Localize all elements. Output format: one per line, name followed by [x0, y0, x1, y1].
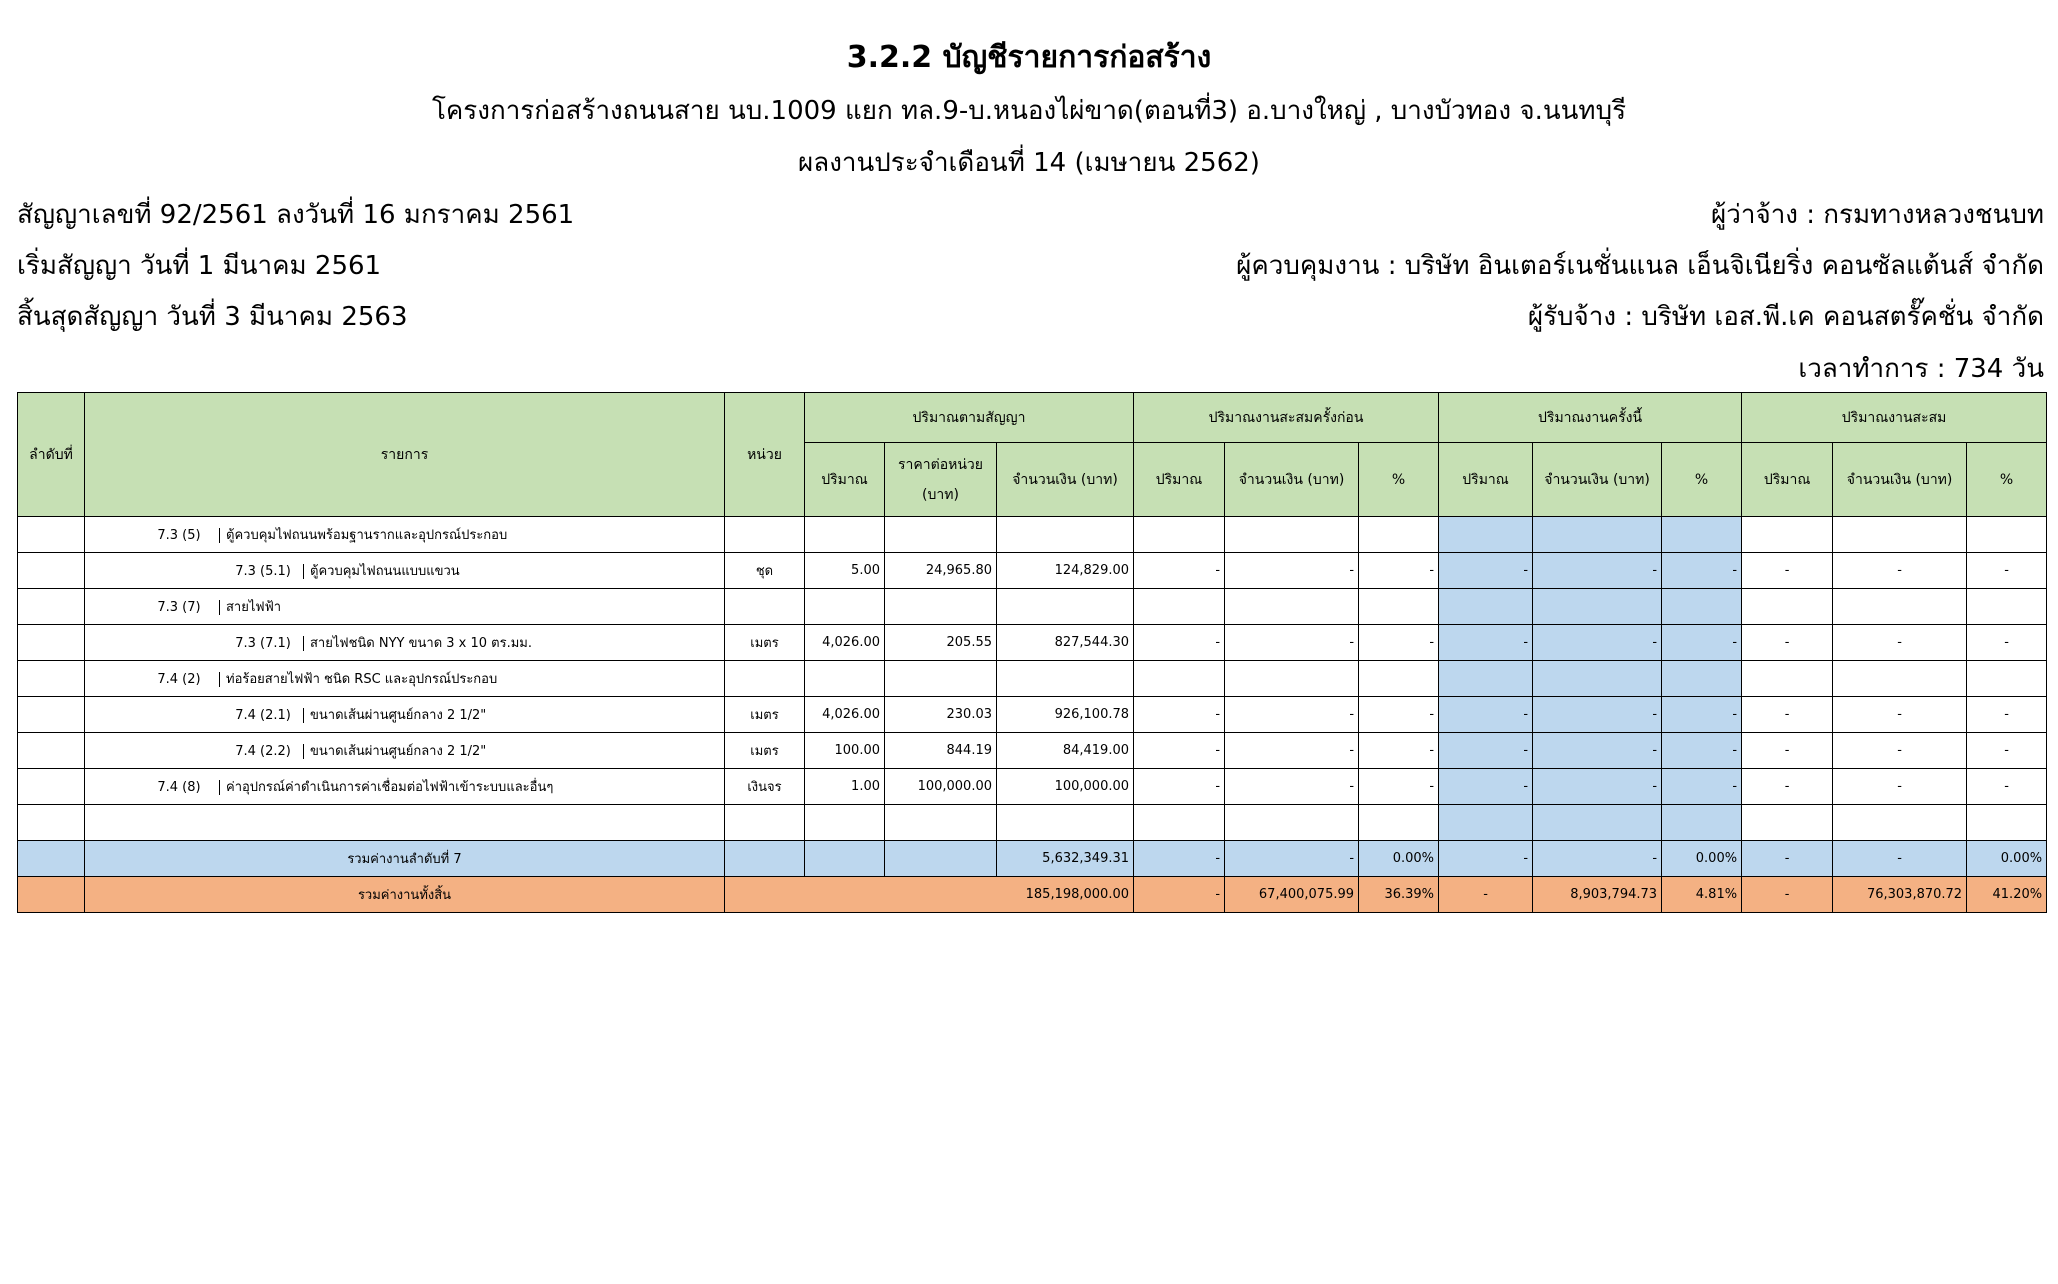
- row-description: [85, 589, 725, 625]
- item-code: 7.4 (8): [145, 780, 220, 795]
- prev-qty: [1134, 589, 1225, 625]
- prev-qty: -: [1134, 697, 1225, 733]
- subtotal-c1: -: [1439, 841, 1533, 877]
- cum-qty: -: [1742, 625, 1833, 661]
- bill-of-quantities-table: [17, 392, 2047, 913]
- current-amount: -: [1533, 625, 1662, 661]
- current-percent: -: [1662, 733, 1742, 769]
- prev-amount: [1225, 805, 1359, 841]
- prev-amount: -: [1225, 733, 1359, 769]
- header-unit: หน่วย: [725, 393, 805, 517]
- row-amount: [997, 589, 1134, 625]
- grand-amount: 185,198,000.00: [725, 877, 1134, 913]
- header-percent: %: [1967, 443, 2047, 517]
- current-percent: -: [1662, 697, 1742, 733]
- current-amount: [1533, 805, 1662, 841]
- work-duration: เวลาทำการ : 734 วัน: [1798, 354, 2044, 384]
- subtotal-qty: [805, 841, 885, 877]
- table-row: [18, 805, 2047, 841]
- row-unit-price: [885, 517, 997, 553]
- header-prev: ปริมาณงานสะสมครั้งก่อน: [1134, 393, 1439, 443]
- cum-amount: [1833, 589, 1967, 625]
- header-amount: จำนวนเงิน (บาท): [1225, 443, 1359, 517]
- prev-percent: -: [1359, 625, 1439, 661]
- subtotal-row: [18, 841, 2047, 877]
- unit-price-sub: (บาท): [922, 486, 959, 503]
- row-unit-price: [885, 805, 997, 841]
- grand-s3: 41.20%: [1967, 877, 2047, 913]
- cum-amount: -: [1833, 769, 1967, 805]
- row-unit: เมตร: [725, 733, 805, 769]
- cum-percent: -: [1967, 697, 2047, 733]
- row-unit-price: 24,965.80: [885, 553, 997, 589]
- prev-qty: [1134, 805, 1225, 841]
- prev-amount: -: [1225, 769, 1359, 805]
- cum-amount: [1833, 805, 1967, 841]
- current-qty: [1439, 661, 1533, 697]
- row-qty: [805, 589, 885, 625]
- header-amount: จำนวนเงิน (บาท): [1533, 443, 1662, 517]
- row-no: [18, 697, 85, 733]
- report-period: ผลงานประจำเดือนที่ 14 (เมษายน 2562): [798, 148, 1260, 178]
- item-text: สายไฟฟ้า: [226, 600, 282, 615]
- row-amount: [997, 517, 1134, 553]
- item-text: ขนาดเส้นผ่านศูนย์กลาง 2 1/2": [310, 744, 487, 759]
- item-code: 7.3 (7.1): [229, 636, 304, 651]
- cum-amount: [1833, 661, 1967, 697]
- row-unit: เมตร: [725, 697, 805, 733]
- cum-amount: -: [1833, 553, 1967, 589]
- prev-percent: -: [1359, 733, 1439, 769]
- contract-info: สัญญาเลขที่ 92/2561 ลงวันที่ 16 มกราคม 2561: [17, 200, 575, 230]
- header-unit-price: [885, 443, 997, 517]
- grand-p1: -: [1134, 877, 1225, 913]
- row-unit: [725, 805, 805, 841]
- cum-percent: -: [1967, 733, 2047, 769]
- row-qty: [805, 805, 885, 841]
- item-code: 7.3 (5.1): [229, 564, 304, 579]
- current-qty: [1439, 805, 1533, 841]
- row-qty: 4,026.00: [805, 697, 885, 733]
- cum-qty: [1742, 661, 1833, 697]
- header-qty: ปริมาณ: [805, 443, 885, 517]
- table-row: [18, 589, 2047, 625]
- table-row: [18, 517, 2047, 553]
- item-text: ตู้ควบคุมไฟถนนพร้อมฐานรากและอุปกรณ์ประกอบ: [226, 528, 508, 543]
- table-row: [18, 553, 2047, 589]
- subtotal-c3: 0.00%: [1662, 841, 1742, 877]
- report-title: 3.2.2 บัญชีรายการก่อสร้าง: [846, 40, 1212, 75]
- current-percent: [1662, 517, 1742, 553]
- cum-amount: -: [1833, 733, 1967, 769]
- header-qty: ปริมาณ: [1439, 443, 1533, 517]
- grand-p2: 67,400,075.99: [1225, 877, 1359, 913]
- row-no: [18, 805, 85, 841]
- contract-end: สิ้นสุดสัญญา วันที่ 3 มีนาคม 2563: [17, 302, 408, 332]
- cum-amount: -: [1833, 697, 1967, 733]
- table-row: [18, 625, 2047, 661]
- row-qty: [805, 517, 885, 553]
- table-row: [18, 697, 2047, 733]
- cum-qty: [1742, 517, 1833, 553]
- item-code: 7.3 (5): [145, 528, 220, 543]
- current-amount: -: [1533, 733, 1662, 769]
- row-unit: [725, 661, 805, 697]
- current-percent: -: [1662, 625, 1742, 661]
- row-unit-price: 205.55: [885, 625, 997, 661]
- cum-percent: [1967, 661, 2047, 697]
- row-unit: [725, 517, 805, 553]
- item-code: 7.4 (2): [145, 672, 220, 687]
- current-amount: -: [1533, 769, 1662, 805]
- current-percent: [1662, 805, 1742, 841]
- prev-qty: -: [1134, 625, 1225, 661]
- item-text: ค่าอุปกรณ์ค่าดำเนินการค่าเชื่อมต่อไฟฟ้าเข้าระบบและอื่นๆ: [226, 780, 554, 795]
- table-row: [18, 769, 2047, 805]
- contract-start: เริ่มสัญญา วันที่ 1 มีนาคม 2561: [17, 251, 382, 281]
- row-unit-price: 844.19: [885, 733, 997, 769]
- cum-percent: -: [1967, 625, 2047, 661]
- grand-c3: 4.81%: [1662, 877, 1742, 913]
- current-amount: [1533, 661, 1662, 697]
- row-unit: ชุด: [725, 553, 805, 589]
- prev-amount: [1225, 661, 1359, 697]
- row-amount: 84,419.00: [997, 733, 1134, 769]
- item-text: สายไฟชนิด NYY ขนาด 3 x 10 ตร.มม.: [310, 636, 532, 651]
- row-no: [18, 517, 85, 553]
- grand-total-row: [18, 877, 2047, 913]
- row-no: [18, 589, 85, 625]
- row-amount: 926,100.78: [997, 697, 1134, 733]
- cum-percent: -: [1967, 769, 2047, 805]
- current-amount: [1533, 517, 1662, 553]
- item-text: ท่อร้อยสายไฟฟ้า ชนิด RSC และอุปกรณ์ประกอบ: [226, 672, 498, 687]
- header-current: ปริมาณงานครั้งนี้: [1439, 393, 1742, 443]
- item-text: ตู้ควบคุมไฟถนนแบบแขวน: [310, 564, 460, 579]
- cum-percent: [1967, 589, 2047, 625]
- grand-s1: -: [1742, 877, 1833, 913]
- current-qty: -: [1439, 697, 1533, 733]
- unit-price-label: ราคาต่อหน่วย: [898, 456, 983, 473]
- row-amount: 124,829.00: [997, 553, 1134, 589]
- subtotal-s2: -: [1833, 841, 1967, 877]
- header-cumulative: ปริมาณงานสะสม: [1742, 393, 2047, 443]
- prev-percent: [1359, 661, 1439, 697]
- subtotal-unit: [725, 841, 805, 877]
- row-description: [85, 553, 725, 589]
- row-qty: 1.00: [805, 769, 885, 805]
- row-no: [18, 625, 85, 661]
- current-qty: -: [1439, 769, 1533, 805]
- table-row: [18, 733, 2047, 769]
- subtotal-p2: -: [1225, 841, 1359, 877]
- prev-amount: [1225, 589, 1359, 625]
- row-description: [85, 661, 725, 697]
- prev-qty: -: [1134, 769, 1225, 805]
- row-description: [85, 697, 725, 733]
- cum-amount: [1833, 517, 1967, 553]
- subtotal-p1: -: [1134, 841, 1225, 877]
- grand-no: [18, 877, 85, 913]
- project-name: โครงการก่อสร้างถนนสาย นบ.1009 แยก ทล.9-บ.หนองไผ่ขาด(ตอนที่3) อ.บางใหญ่ , บางบัวทอง จ.นนทบุรี: [431, 96, 1627, 126]
- cum-qty: [1742, 805, 1833, 841]
- row-unit: เงินจร: [725, 769, 805, 805]
- row-unit-price: 100,000.00: [885, 769, 997, 805]
- subtotal-p3: 0.00%: [1359, 841, 1439, 877]
- row-description: [85, 769, 725, 805]
- cum-qty: -: [1742, 553, 1833, 589]
- item-code: 7.4 (2.2): [229, 744, 304, 759]
- row-qty: 4,026.00: [805, 625, 885, 661]
- prev-percent: [1359, 589, 1439, 625]
- current-qty: [1439, 517, 1533, 553]
- header-qty: ปริมาณ: [1134, 443, 1225, 517]
- cum-qty: -: [1742, 697, 1833, 733]
- row-unit-price: [885, 661, 997, 697]
- subtotal-label: รวมค่างานลำดับที่ 7: [85, 841, 725, 877]
- prev-percent: -: [1359, 697, 1439, 733]
- current-percent: -: [1662, 769, 1742, 805]
- row-unit-price: [885, 589, 997, 625]
- current-qty: -: [1439, 625, 1533, 661]
- header-percent: %: [1662, 443, 1742, 517]
- row-unit: [725, 589, 805, 625]
- current-qty: -: [1439, 733, 1533, 769]
- row-amount: 100,000.00: [997, 769, 1134, 805]
- row-amount: [997, 661, 1134, 697]
- grand-c2: 8,903,794.73: [1533, 877, 1662, 913]
- row-no: [18, 661, 85, 697]
- prev-percent: [1359, 517, 1439, 553]
- cum-percent: [1967, 805, 2047, 841]
- subtotal-c2: -: [1533, 841, 1662, 877]
- row-description: [85, 517, 725, 553]
- grand-label: รวมค่างานทั้งสิ้น: [85, 877, 725, 913]
- row-no: [18, 769, 85, 805]
- cum-percent: -: [1967, 553, 2047, 589]
- item-code: 7.4 (2.1): [229, 708, 304, 723]
- row-unit: เมตร: [725, 625, 805, 661]
- item-text: ขนาดเส้นผ่านศูนย์กลาง 2 1/2": [310, 708, 487, 723]
- grand-c1: -: [1439, 877, 1533, 913]
- header-qty: ปริมาณ: [1742, 443, 1833, 517]
- cum-qty: -: [1742, 733, 1833, 769]
- current-percent: [1662, 661, 1742, 697]
- current-amount: [1533, 589, 1662, 625]
- row-description: [85, 733, 725, 769]
- row-no: [18, 733, 85, 769]
- row-amount: 827,544.30: [997, 625, 1134, 661]
- prev-amount: -: [1225, 553, 1359, 589]
- prev-qty: -: [1134, 553, 1225, 589]
- prev-percent: -: [1359, 553, 1439, 589]
- row-qty: 100.00: [805, 733, 885, 769]
- row-description: [85, 625, 725, 661]
- subtotal-s3: 0.00%: [1967, 841, 2047, 877]
- prev-amount: -: [1225, 697, 1359, 733]
- cum-amount: -: [1833, 625, 1967, 661]
- header-contract-qty: ปริมาณตามสัญญา: [805, 393, 1134, 443]
- row-no: [18, 553, 85, 589]
- prev-percent: -: [1359, 769, 1439, 805]
- table-row: [18, 661, 2047, 697]
- row-amount: [997, 805, 1134, 841]
- current-qty: [1439, 589, 1533, 625]
- subtotal-amount: 5,632,349.31: [997, 841, 1134, 877]
- grand-s2: 76,303,870.72: [1833, 877, 1967, 913]
- prev-percent: [1359, 805, 1439, 841]
- current-amount: -: [1533, 553, 1662, 589]
- row-unit-price: 230.03: [885, 697, 997, 733]
- contractor-info: ผู้รับจ้าง : บริษัท เอส.พี.เค คอนสตรั๊คชั่น จำกัด: [1527, 302, 2044, 332]
- header-no: ลำดับที่: [18, 393, 85, 517]
- current-percent: -: [1662, 553, 1742, 589]
- grand-p3: 36.39%: [1359, 877, 1439, 913]
- subtotal-s1: -: [1742, 841, 1833, 877]
- prev-qty: [1134, 661, 1225, 697]
- current-qty: -: [1439, 553, 1533, 589]
- header-amount: จำนวนเงิน (บาท): [997, 443, 1134, 517]
- subtotal-price: [885, 841, 997, 877]
- header-amount: จำนวนเงิน (บาท): [1833, 443, 1967, 517]
- prev-qty: [1134, 517, 1225, 553]
- row-qty: [805, 661, 885, 697]
- cum-qty: [1742, 589, 1833, 625]
- prev-amount: -: [1225, 625, 1359, 661]
- prev-amount: [1225, 517, 1359, 553]
- cum-percent: [1967, 517, 2047, 553]
- table-body: [18, 517, 2047, 913]
- header-item: รายการ: [85, 393, 725, 517]
- supervisor-info: ผู้ควบคุมงาน : บริษัท อินเตอร์เนชั่นแนล เอ็นจิเนียริ่ง คอนซัลแต้นส์ จำกัด: [1236, 251, 2044, 281]
- item-code: 7.3 (7): [145, 600, 220, 615]
- employer-info: ผู้ว่าจ้าง : กรมทางหลวงชนบท: [1711, 200, 2044, 230]
- cum-qty: -: [1742, 769, 1833, 805]
- prev-qty: -: [1134, 733, 1225, 769]
- current-amount: -: [1533, 697, 1662, 733]
- header-percent: %: [1359, 443, 1439, 517]
- row-qty: 5.00: [805, 553, 885, 589]
- current-percent: [1662, 589, 1742, 625]
- subtotal-no: [18, 841, 85, 877]
- row-description: [85, 805, 725, 841]
